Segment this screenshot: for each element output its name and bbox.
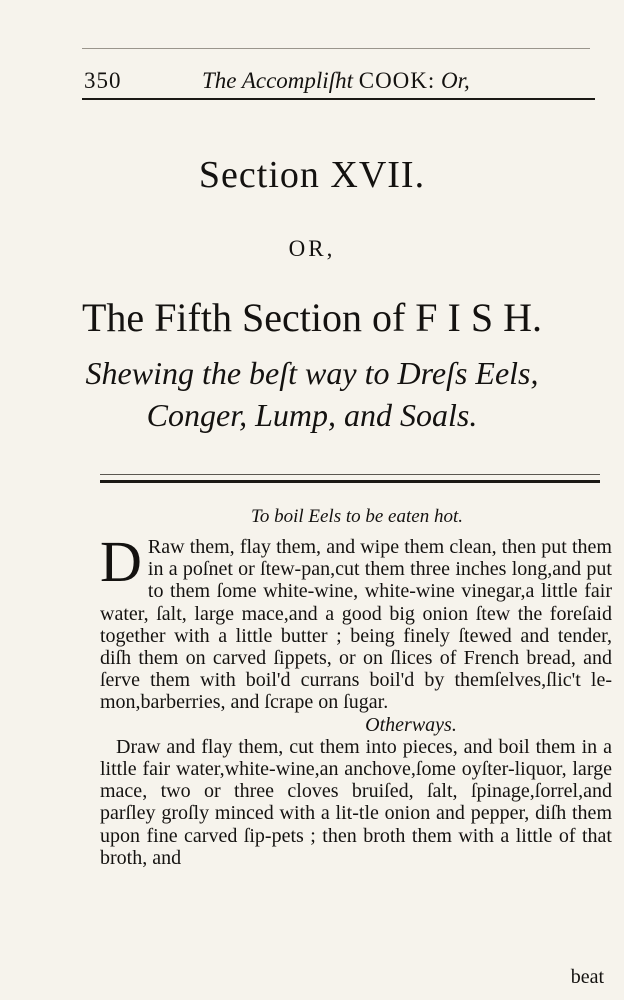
catchword: beat: [570, 966, 604, 988]
or-line: OR,: [288, 236, 336, 261]
recipe-body: [100, 529, 612, 869]
recipe-title: To boil Eels to be eaten hot.: [251, 506, 463, 527]
running-title-italic: The Accompliſht: [202, 68, 353, 93]
head-rule: [82, 98, 595, 100]
subtitle-line-1: Shewing the beſt way to Dreſs Eels,: [85, 355, 539, 391]
running-title: [202, 66, 470, 96]
divider-thin: [100, 474, 600, 475]
top-rule: [82, 48, 590, 49]
recipe-paragraph-2: Draw and flay them, cut them into pieces, and boil them in a little fair water,white-wine,an anchove,ſome oyſter-liquor, large mace, two or three cloves bruiſed, ſalt, ſpinage,ſorrel,and parſley groſly minced with a lit-tle onion and pepper, diſh them upon fine carved ſip-pets ; then broth them with a little of that broth, and: [100, 735, 612, 869]
otherways-heading: Otherways.: [365, 713, 457, 736]
subtitle-line-2: Conger, Lump, and Soals.: [146, 397, 478, 433]
section-title: Section XVII.: [198, 154, 426, 196]
fifth-section-heading: The Fifth Section of F I S H.: [82, 295, 542, 340]
recipe-paragraph-1-text: Raw them, flay them, and wipe them clean, then put them in a poſnet or ſtew-pan,cut them three inches long,and put to them ſome white-wine, white-wine vinegar,a little fair water, ſalt, large mace,and a good big onion ſtew the foreſaid together with a little butter ; being finely ſtewed and tender, diſh them on carved ſippets, or on ſlices of French bread, and ſerve them with boil'd currans boil'd by themſelves,ſlic't le-mon,barberries, and ſcrape on ſugar.: [100, 536, 612, 714]
page-number: 350: [84, 68, 122, 93]
running-title-end: Or,: [441, 68, 470, 93]
drop-cap: D: [100, 529, 142, 594]
divider-thick: [100, 480, 600, 483]
running-title-caps: COOK:: [358, 68, 436, 93]
subtitle: [0, 352, 624, 436]
recipe-paragraph-1: [100, 529, 612, 714]
